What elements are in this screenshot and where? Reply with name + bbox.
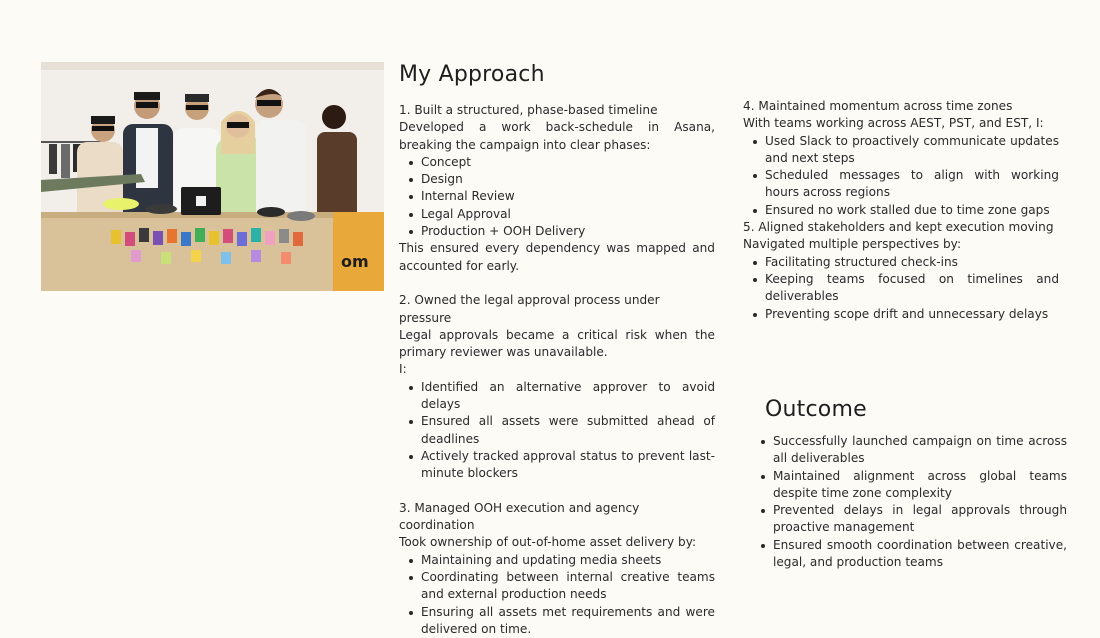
- list-item: Legal Approval: [421, 206, 715, 223]
- list-item: Identified an alternative approver to avoid delays: [421, 379, 715, 414]
- section-heading: 1. Built a structured, phase-based timeline: [399, 103, 658, 117]
- list-item: Used Slack to proactively communicate updates and next steps: [765, 133, 1059, 168]
- section-heading: 3. Managed OOH execution and agency coordination: [399, 500, 640, 533]
- list-item: Prevented delays in legal approvals through proactive management: [773, 502, 1067, 537]
- section-outro: This ensured every dependency was mapped and accounted for early.: [399, 241, 715, 273]
- list-item: Ensuring all assets met requirements and were delivered on time.: [421, 604, 715, 638]
- section-3: [399, 500, 715, 638]
- list-item: Concept: [421, 154, 715, 171]
- list-item: Coordinating between internal creative teams and external production needs: [421, 569, 715, 604]
- list-item: Actively tracked approval status to prevent last-minute blockers: [421, 448, 715, 483]
- list-item: Scheduled messages to align with working hours across regions: [765, 167, 1059, 202]
- section-heading: 4. Maintained momentum across time zones: [743, 99, 1013, 113]
- section-intro: Legal approvals became a critical risk when the primary reviewer was unavailable.: [399, 327, 715, 360]
- section-intro: Developed a work back-schedule in Asana, breaking the campaign into clear phases:: [399, 120, 715, 152]
- section-bullets: [399, 552, 715, 638]
- outcome-title: Outcome: [765, 397, 867, 422]
- section-2: [399, 292, 715, 482]
- sign-text: om: [341, 252, 369, 271]
- section-bullets: [399, 154, 715, 240]
- section-heading: 2. Owned the legal approval process under pressure: [399, 293, 660, 325]
- list-item: Maintained alignment across global teams despite time zone complexity: [773, 468, 1067, 503]
- section-bullets: [399, 379, 715, 483]
- team-photo: [41, 62, 384, 291]
- outcome-column: [751, 433, 1067, 571]
- section-intro: With teams working across AEST, PST, and EST, I:: [743, 116, 1044, 131]
- outcome-bullets: [751, 433, 1067, 571]
- list-item: Preventing scope drift and unnecessary delays: [765, 306, 1059, 323]
- section-bullets: [743, 133, 1059, 219]
- section-4: [743, 98, 1059, 219]
- section-5: [743, 219, 1059, 323]
- team-photo-image: [41, 62, 384, 291]
- list-item: Design: [421, 171, 715, 188]
- section-heading: 5. Aligned stakeholders and kept execution moving: [743, 220, 1054, 235]
- list-item: Production + OOH Delivery: [421, 223, 715, 240]
- list-item: Internal Review: [421, 188, 715, 205]
- list-item: Ensured smooth coordination between creative, legal, and production teams: [773, 537, 1067, 572]
- list-item: Successfully launched campaign on time across all deliverables: [773, 433, 1067, 468]
- approach-column-1: [399, 102, 715, 638]
- approach-column-2: [743, 98, 1059, 323]
- list-item: Keeping teams focused on timelines and deliverables: [765, 271, 1059, 306]
- section-intro: Took ownership of out-of-home asset delivery by:: [399, 535, 697, 550]
- section-1: [399, 102, 715, 275]
- section-intro: Navigated multiple perspectives by:: [743, 237, 962, 252]
- list-item: Ensured no work stalled due to time zone gaps: [765, 202, 1059, 219]
- section-bullets: [743, 254, 1059, 323]
- approach-title: My Approach: [399, 62, 545, 87]
- list-item: Maintaining and updating media sheets: [421, 552, 715, 569]
- list-item: Ensured all assets were submitted ahead of deadlines: [421, 413, 715, 448]
- list-item: Facilitating structured check-ins: [765, 254, 1059, 271]
- section-intro-2: I:: [399, 362, 407, 377]
